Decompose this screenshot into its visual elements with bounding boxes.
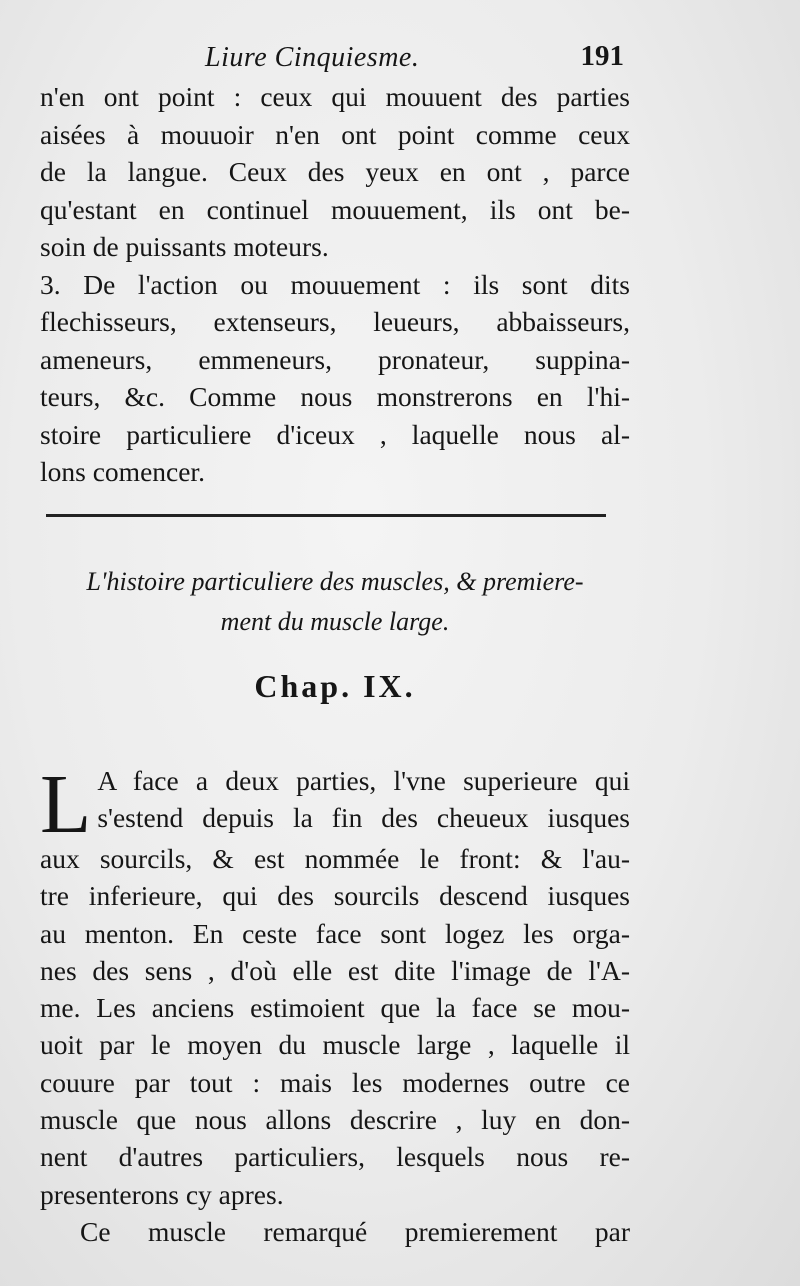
text-line: 3. De l'action ou mouuement : ils sont dits xyxy=(40,268,630,300)
text-line: teurs, &c. Comme nous monstrerons en l'hi- xyxy=(40,381,630,412)
text-line: A face a deux parties, l'vne superieure qui xyxy=(97,765,630,796)
text-line: flechisseurs, extenseurs, leueurs, abbaisseurs, xyxy=(40,306,630,337)
text-line: au menton. En ceste face sont logez les orga- xyxy=(40,917,630,949)
text-line: me. Les anciens estimoient que la face se mou- xyxy=(40,992,630,1024)
text-line: aux sourcils, & est nommée le front: & l'au- xyxy=(40,843,630,874)
text-line: couure par tout : mais les modernes outre ce xyxy=(40,1066,630,1098)
section-divider xyxy=(46,514,606,517)
text-line: nes des sens , d'où elle est dite l'image de l'A- xyxy=(40,954,630,986)
text-line: uoit par le moyen du muscle large , laquelle il xyxy=(40,1029,630,1061)
text-line: de la langue. Ceux des yeux en ont , parce xyxy=(40,156,630,187)
drop-cap: L xyxy=(40,758,92,851)
text-line: lons comencer. xyxy=(40,456,205,487)
text-line: tre inferieure, qui des sourcils descend iusques xyxy=(40,880,630,912)
text-line: muscle que nous allons descrire , luy en don- xyxy=(40,1104,630,1136)
running-title: Liure Cinquiesme. xyxy=(205,42,420,73)
chapter-title: Chap. IX. xyxy=(254,668,416,704)
section-heading-line: L'histoire particuliere des muscles, & premiere- xyxy=(86,567,584,596)
text-line: s'estend depuis la fin des cheueux iusques xyxy=(97,802,630,834)
text-line: nent d'autres particuliers, lesquels nous re- xyxy=(40,1141,630,1173)
text-line: stoire particuliere d'iceux , laquelle nous al- xyxy=(40,418,630,450)
text-line: soin de puissants moteurs. xyxy=(40,231,329,262)
section-heading xyxy=(40,562,630,642)
text-line: n'en ont point : ceux qui mouuent des parties xyxy=(40,81,630,112)
text-line: aisées à mouuoir n'en ont point comme ceux xyxy=(40,118,630,150)
text-line: qu'estant en continuel mouuement, ils ont be- xyxy=(40,193,630,225)
text-line: ameneurs, emmeneurs, pronateur, suppina- xyxy=(40,343,630,375)
text-line: Ce muscle remarqué premierement par xyxy=(80,1215,630,1247)
text-line: presenterons cy apres. xyxy=(40,1178,284,1210)
page-number: 191 xyxy=(580,40,624,72)
running-head xyxy=(40,38,630,82)
top-paragraph xyxy=(40,78,630,491)
main-paragraph xyxy=(40,758,630,1250)
section-heading-line: ment du muscle large. xyxy=(220,607,450,636)
